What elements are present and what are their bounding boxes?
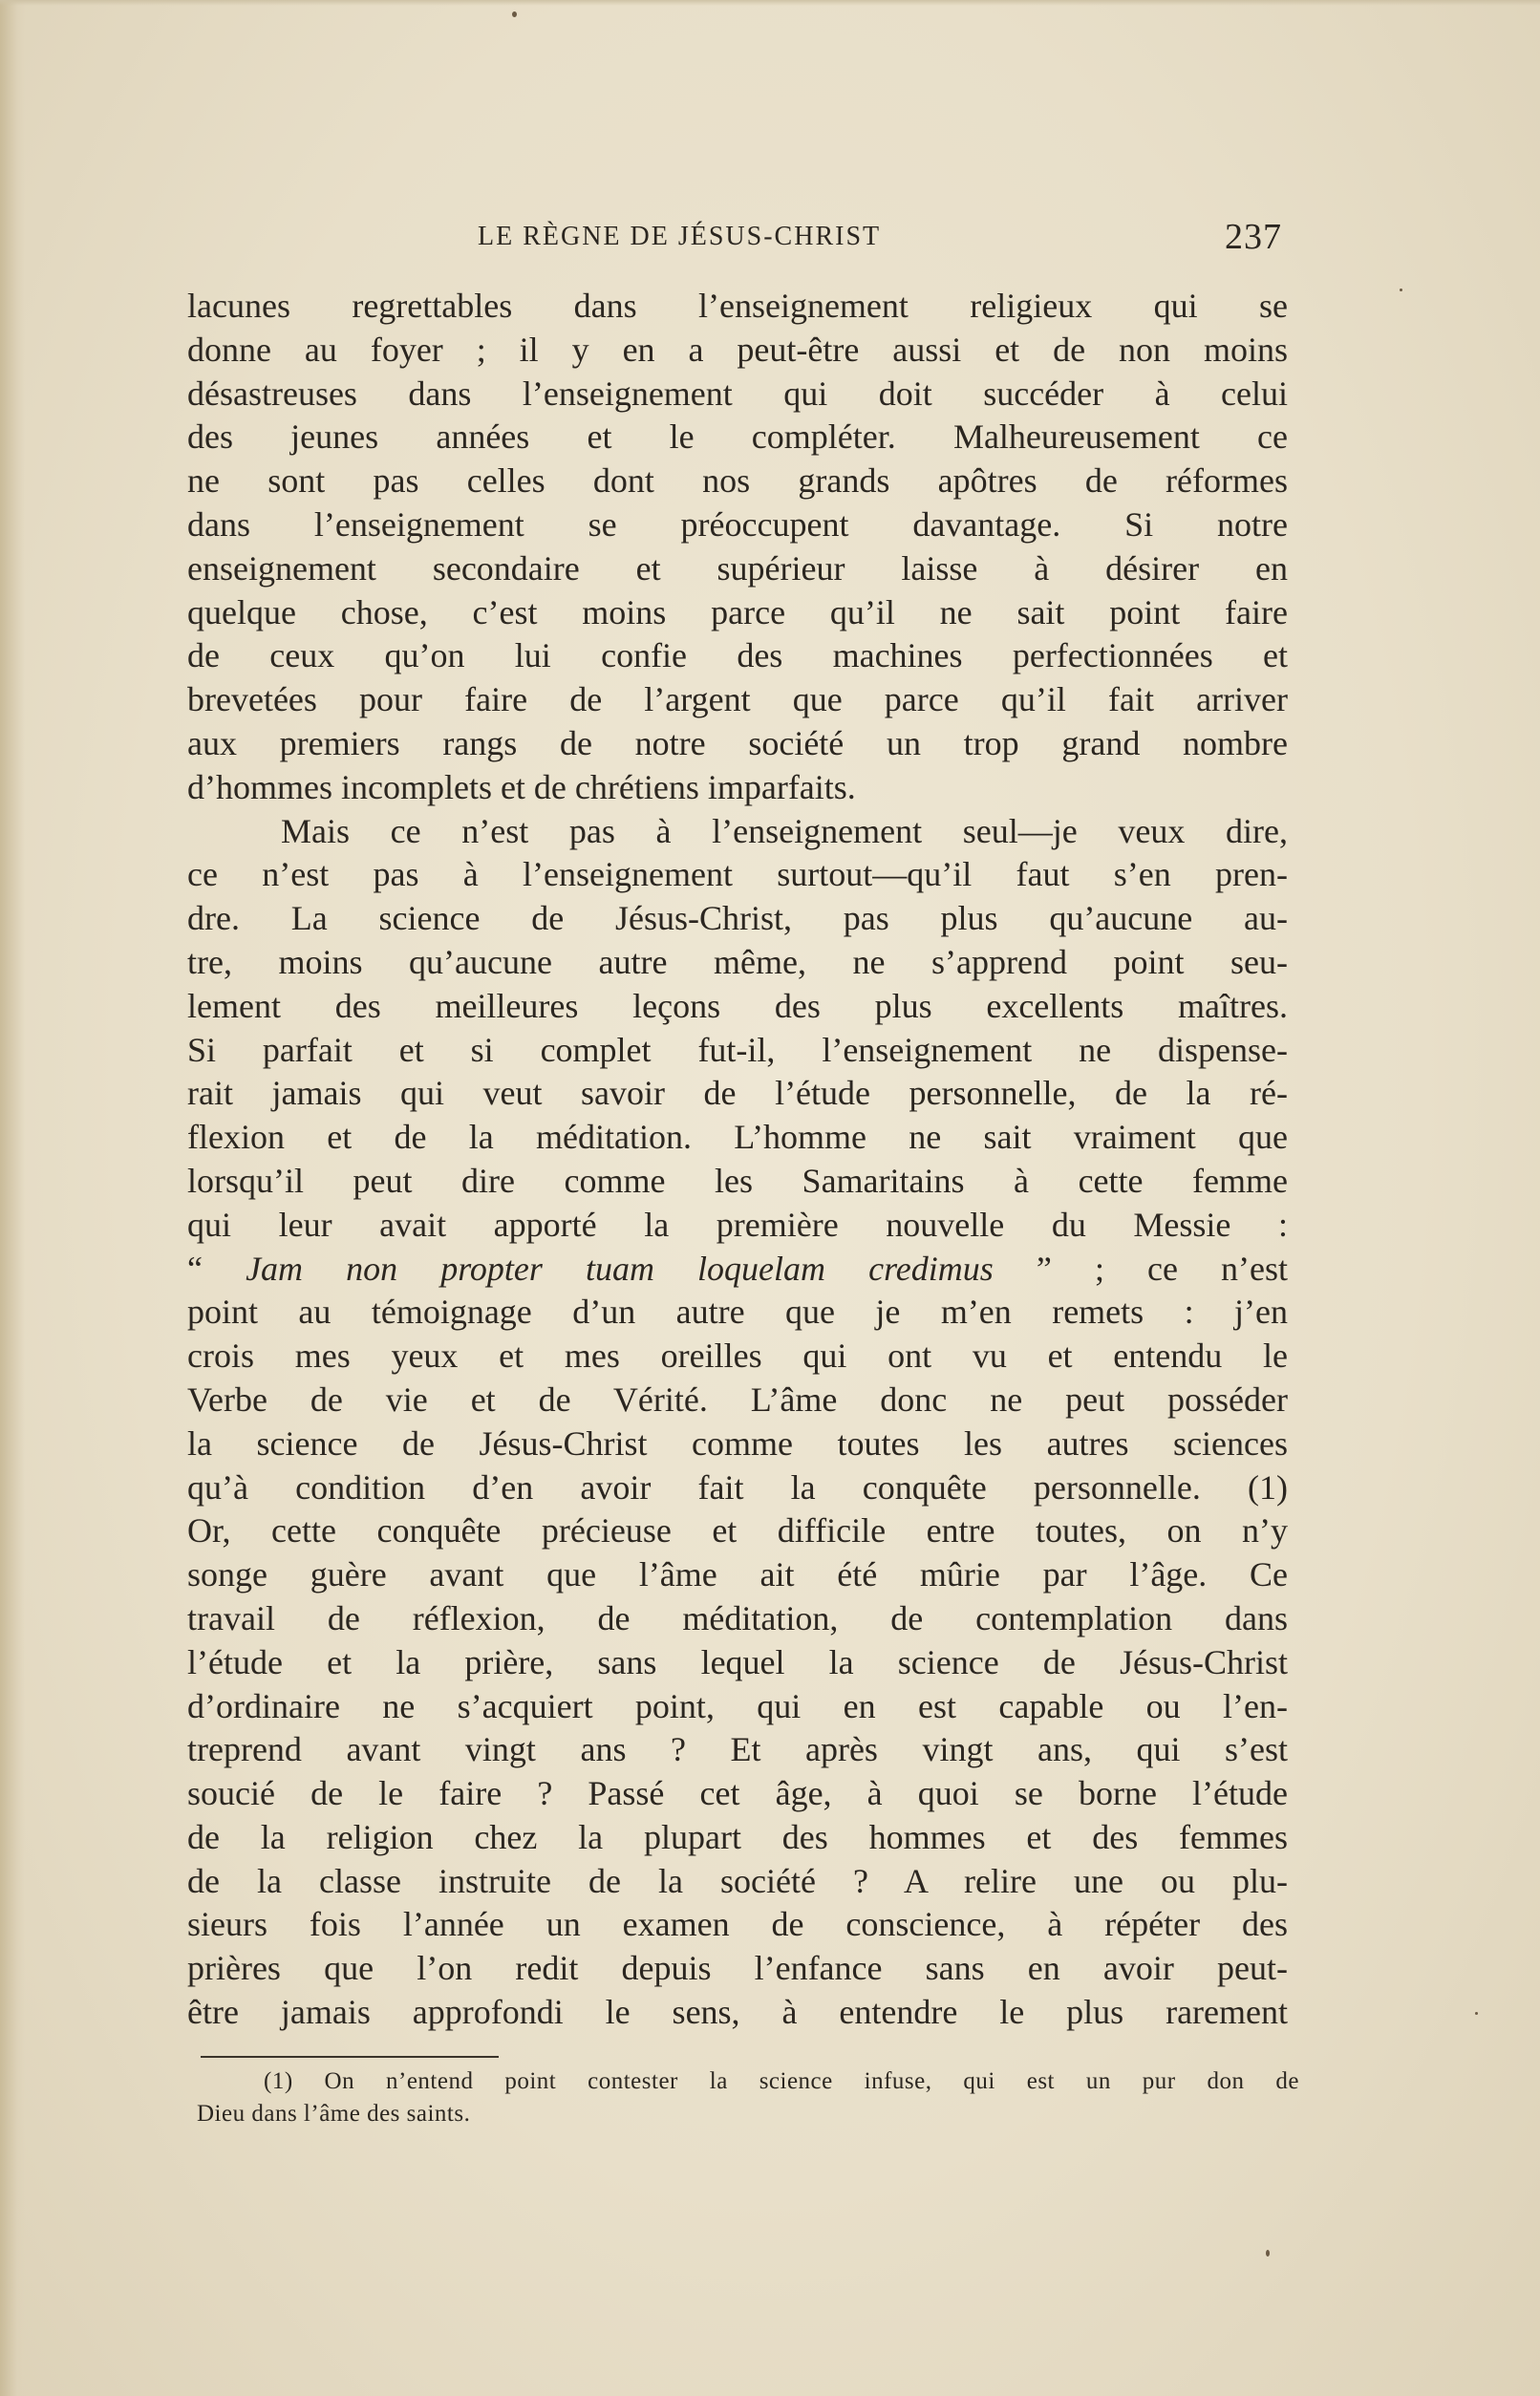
page-gutter-shadow [0, 0, 25, 2396]
close-quote: ” [1036, 1249, 1052, 1288]
page-header [187, 214, 1286, 262]
text-line: aux premiers rangs de notre société un trop grand nombre [187, 723, 1288, 762]
text-line: sieurs fois l’année un examen de conscience, à répéter des [187, 1905, 1288, 1944]
text-line: Si parfait et si complet fut-il, l’enseignement ne dispense- [187, 1030, 1288, 1069]
text-line: soucié de le faire ? Passé cet âge, à quoi se borne l’étude [187, 1774, 1288, 1813]
text-line: être jamais approfondi le sens, à entendre le plus rarement [187, 1993, 1288, 2032]
text-line: des jeunes années et le compléter. Malheureusement ce [187, 417, 1288, 457]
text-line: crois mes yeux et mes oreilles qui ont vu et entendu le [187, 1337, 1288, 1376]
text-line: Or, cette conquête précieuse et difficile entre toutes, on n’y [187, 1511, 1288, 1551]
text-line: dre. La science de Jésus-Christ, pas plus qu’aucune au- [187, 899, 1288, 938]
footnote [197, 2065, 1299, 2130]
open-quote: “ [187, 1249, 203, 1288]
paper-speck [512, 11, 517, 17]
text-line: lement des meilleures leçons des plus excellents maîtres. [187, 986, 1288, 1025]
text-line: de ceux qu’on lui confie des machines perfectionnées et [187, 636, 1288, 675]
footnote-line: Dieu dans l’âme des saints. [197, 2101, 471, 2127]
text-line: prières que l’on redit depuis l’enfance sans en avoir peut- [187, 1949, 1288, 1988]
quote-line-rest: ; ce n’est [1094, 1249, 1288, 1288]
text-line: treprend avant vingt ans ? Et après vingt ans, qui s’est [187, 1730, 1288, 1769]
text-line: enseignement secondaire et supérieur laisse à désirer en [187, 548, 1288, 588]
body-text [187, 285, 1288, 2035]
text-line: de la religion chez la plupart des hommes et des femmes [187, 1817, 1288, 1856]
paper-speck [1400, 289, 1402, 291]
text-line: flexion et de la méditation. L’homme ne sait vraiment que [187, 1118, 1288, 1157]
footnote-rule [201, 2056, 499, 2058]
text-line: donne au foyer ; il y en a peut-être aussi et de non moins [187, 330, 1288, 369]
paper-speck [1266, 2250, 1270, 2257]
text-line: songe guère avant que l’âme ait été mûrie par l’âge. Ce [187, 1555, 1288, 1594]
paper-speck [1475, 2012, 1478, 2015]
page-number: 237 [1225, 217, 1282, 257]
text-line: qui leur avait apporté la première nouvelle du Messie : [187, 1205, 1288, 1244]
text-line: tre, moins qu’aucune autre même, ne s’apprend point seu- [187, 942, 1288, 981]
text-line: d’ordinaire ne s’acquiert point, qui en est capable ou l’en- [187, 1686, 1288, 1725]
latin-quote: Jam non propter tuam loquelam credimus [246, 1249, 994, 1288]
text-line: ne sont pas celles dont nos grands apôtres de réformes [187, 461, 1288, 501]
text-line: désastreuses dans l’enseignement qui doit succéder à celui [187, 374, 1288, 413]
text-line: dans l’enseignement se préoccupent davantage. Si notre [187, 504, 1288, 544]
footnote-line: (1) On n’entend point contester la science infuse, qui est un pur don de [264, 2068, 1299, 2094]
paragraph-start-line: Mais ce n’est pas à l’enseignement seul—je veux dire, [281, 811, 1288, 850]
text-line: de la classe instruite de la société ? A relire une ou plu- [187, 1861, 1288, 1900]
text-line: la science de Jésus-Christ comme toutes les autres sciences [187, 1423, 1288, 1463]
text-line: lorsqu’il peut dire comme les Samaritains à cette femme [187, 1161, 1288, 1200]
running-title: LE RÈGNE DE JÉSUS-CHRIST [478, 222, 882, 251]
text-line: qu’à condition d’en avoir fait la conquête personnelle. (1) [187, 1467, 1288, 1507]
text-line: brevetées pour faire de l’argent que parce qu’il fait arriver [187, 680, 1288, 719]
text-line: travail de réflexion, de méditation, de contemplation dans [187, 1598, 1288, 1637]
text-line: rait jamais qui veut savoir de l’étude personnelle, de la ré- [187, 1074, 1288, 1113]
text-line: lacunes regrettables dans l’enseignement religieux qui se [187, 287, 1288, 325]
latin-quote-line [187, 1248, 1288, 1292]
text-line: ce n’est pas à l’enseignement surtout—qu’il faut s’en pren- [187, 855, 1288, 894]
text-line: point au témoignage d’un autre que je m’en remets : j’en [187, 1293, 1288, 1332]
text-line: quelque chose, c’est moins parce qu’il ne sait point faire [187, 592, 1288, 631]
text-line: d’hommes incomplets et de chrétiens imparfaits. [187, 767, 856, 806]
page-top-edge [0, 0, 1540, 6]
text-line: l’étude et la prière, sans lequel la science de Jésus-Christ [187, 1642, 1288, 1681]
text-line: Verbe de vie et de Vérité. L’âme donc ne peut posséder [187, 1380, 1288, 1419]
